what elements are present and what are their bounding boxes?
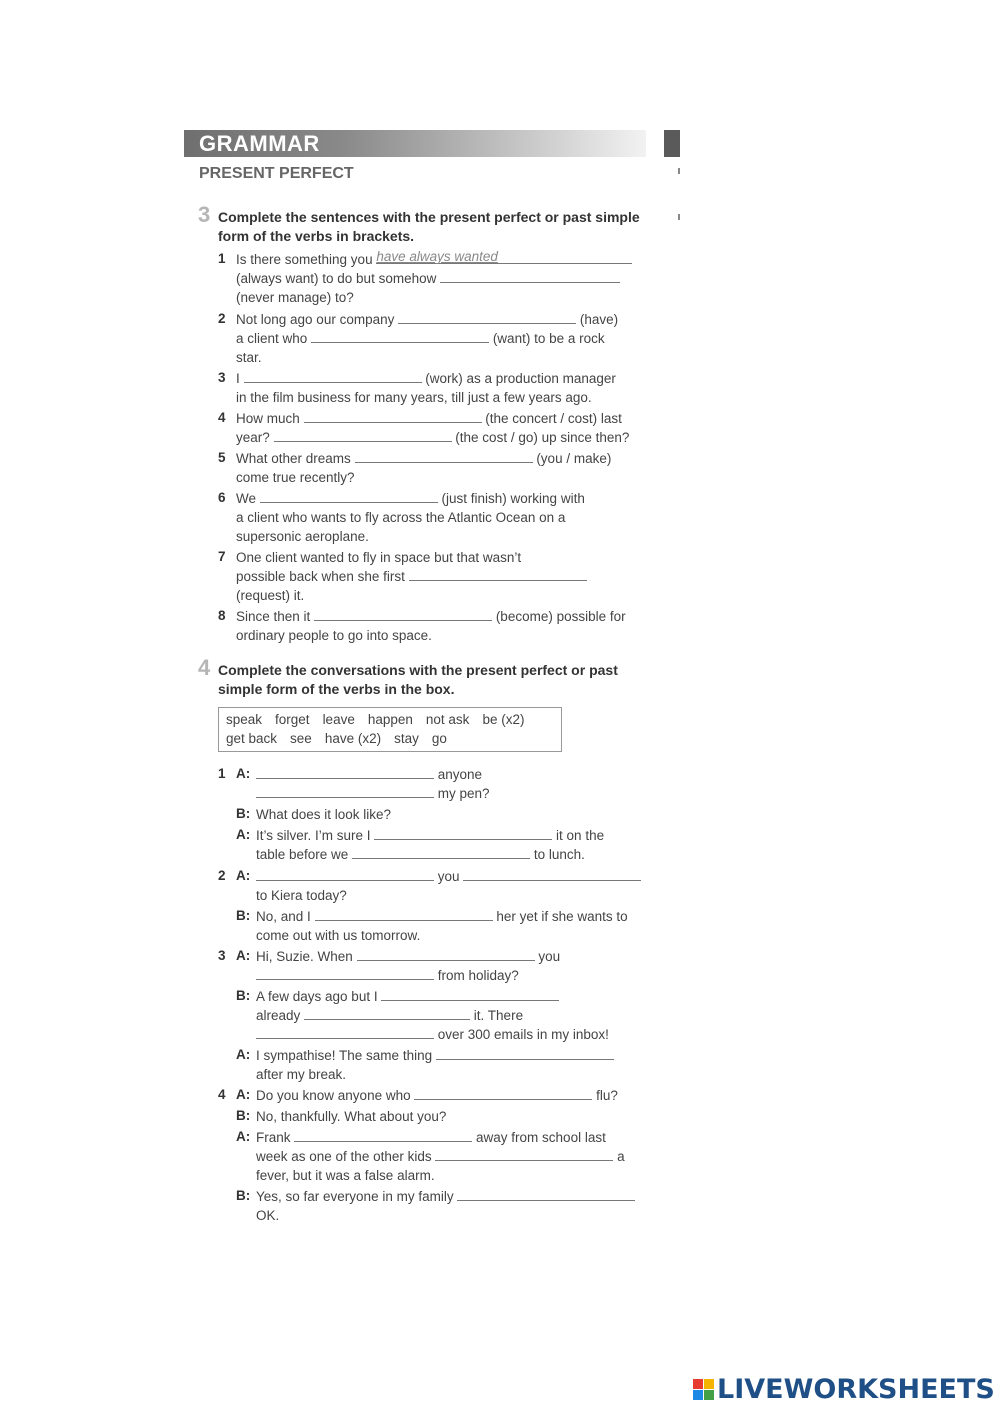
item-5-line-2: come true recently? xyxy=(236,470,355,485)
conv-1-line: my pen? xyxy=(256,784,490,803)
conv-1-line: What does it look like? xyxy=(256,807,392,822)
conversation-number: 1 xyxy=(218,766,226,781)
item-3-line-2: in the film business for many years, till just a few years ago. xyxy=(236,390,592,405)
answer-blank[interactable] xyxy=(374,826,552,840)
speaker-label: A: xyxy=(236,766,251,781)
speaker-label: A: xyxy=(236,1087,251,1102)
answer-blank[interactable] xyxy=(256,867,434,881)
conv-4-line: Yes, so far everyone in my family xyxy=(256,1187,635,1206)
answer-blank[interactable] xyxy=(463,867,641,881)
item-2-line-1: Not long ago our company (have) xyxy=(236,312,619,327)
answer-blank[interactable] xyxy=(314,607,492,621)
answer-blank[interactable] xyxy=(256,784,434,798)
item-number: 6 xyxy=(218,490,226,505)
banner-title: GRAMMAR xyxy=(199,131,320,156)
item-8-line-1: Since then it (become) possible for xyxy=(236,609,626,624)
verb-box-row-2: get back see have (x2) stay go xyxy=(226,731,447,746)
item-2-line-3: star. xyxy=(236,350,262,365)
answer-blank[interactable] xyxy=(409,567,587,581)
item-7-line-1: One client wanted to fly in space but that wasn’t xyxy=(236,550,522,565)
answer-blank[interactable] xyxy=(311,329,489,343)
answer-blank[interactable] xyxy=(274,428,452,442)
item-4-line-2: year? (the cost / go) up since then? xyxy=(236,430,630,445)
conv-1-line: It’s silver. I’m sure I it on the xyxy=(256,828,605,843)
answer-blank[interactable] xyxy=(435,1147,613,1161)
speaker-label: A: xyxy=(236,948,251,963)
logo-text: LIVEWORKSHEETS xyxy=(717,1373,995,1405)
answer-blank-example[interactable]: have always wanted xyxy=(376,250,632,264)
exercise-4-number: 4 xyxy=(198,655,211,680)
conv-3-line: from holiday? xyxy=(256,966,519,985)
speaker-label: B: xyxy=(236,1188,251,1203)
page-edge-mark xyxy=(678,168,680,174)
speaker-label: A: xyxy=(236,868,251,883)
conv-4-line: No, thankfully. What about you? xyxy=(256,1109,447,1124)
speaker-label: A: xyxy=(236,1129,251,1144)
item-6-line-3: supersonic aeroplane. xyxy=(236,529,369,544)
answer-blank[interactable] xyxy=(357,947,535,961)
speaker-label: A: xyxy=(236,827,251,842)
item-6-line-1: We (just finish) working with xyxy=(236,491,585,506)
conversation-number: 3 xyxy=(218,948,226,963)
verb-box xyxy=(218,707,562,752)
conv-3-line: over 300 emails in my inbox! xyxy=(256,1025,609,1044)
item-number: 4 xyxy=(218,410,226,425)
speaker-label: B: xyxy=(236,908,251,923)
conv-2-line: to Kiera today? xyxy=(256,888,347,903)
item-1-line-1: Is there something you have always wanted xyxy=(236,250,632,269)
answer-blank[interactable] xyxy=(256,765,434,779)
item-5-line-1: What other dreams (you / make) xyxy=(236,451,612,466)
answer-blank[interactable] xyxy=(355,449,533,463)
speaker-label: B: xyxy=(236,988,251,1003)
answer-blank[interactable] xyxy=(414,1086,592,1100)
answer-blank[interactable] xyxy=(398,310,576,324)
item-2-line-2: a client who (want) to be a rock xyxy=(236,331,605,346)
exercise-3-instruction: Complete the sentences with the present perfect or past simple form of the verbs in brackets. xyxy=(218,209,640,244)
conversation-number: 2 xyxy=(218,868,226,883)
answer-blank[interactable] xyxy=(256,966,434,980)
answer-blank[interactable] xyxy=(457,1187,635,1201)
answer-blank[interactable] xyxy=(294,1128,472,1142)
verb-box-row-1: speak forget leave happen not ask be (x2) xyxy=(226,712,525,727)
conv-2-line: you xyxy=(256,867,641,886)
item-number: 3 xyxy=(218,370,226,385)
conv-3-line: I sympathise! The same thing xyxy=(256,1046,614,1065)
conv-4-line: Do you know anyone who flu? xyxy=(256,1088,618,1103)
item-number: 8 xyxy=(218,608,226,623)
item-7-line-2: possible back when she first xyxy=(236,567,587,586)
answer-blank[interactable] xyxy=(381,987,559,1001)
conv-3-line: Hi, Suzie. When you xyxy=(256,949,561,964)
item-7-line-3: (request) it. xyxy=(236,588,305,603)
conv-4-line: fever, but it was a false alarm. xyxy=(256,1168,435,1183)
answer-blank[interactable] xyxy=(304,1006,470,1020)
conversation-number: 4 xyxy=(218,1087,226,1102)
item-number: 1 xyxy=(218,251,226,266)
answer-blank[interactable] xyxy=(256,1025,434,1039)
item-number: 7 xyxy=(218,549,226,564)
item-6-line-2: a client who wants to fly across the Atlantic Ocean on a xyxy=(236,510,566,525)
conv-4-line: Frank away from school last xyxy=(256,1130,606,1145)
conv-2-line: come out with us tomorrow. xyxy=(256,928,421,943)
answer-blank[interactable] xyxy=(260,489,438,503)
answer-blank[interactable] xyxy=(304,409,482,423)
item-1-line-3: (never manage) to? xyxy=(236,290,354,305)
section-subtitle: PRESENT PERFECT xyxy=(199,165,354,182)
grammar-banner xyxy=(184,130,646,157)
exercise-4-instruction: Complete the conversations with the present perfect or past simple form of the verbs in the box. xyxy=(218,662,618,697)
conv-3-line: already it. There xyxy=(256,1008,524,1023)
item-8-line-2: ordinary people to go into space. xyxy=(236,628,432,643)
conv-1-line: anyone xyxy=(256,765,482,784)
page-edge-mark xyxy=(678,214,680,220)
item-number: 5 xyxy=(218,450,226,465)
exercise-3-number: 3 xyxy=(198,202,211,227)
conv-4-line: OK. xyxy=(256,1208,280,1223)
speaker-label: B: xyxy=(236,1108,251,1123)
item-3-line-1: I (work) as a production manager xyxy=(236,371,616,386)
conv-3-line: A few days ago but I xyxy=(256,987,559,1006)
answer-blank[interactable] xyxy=(440,269,620,283)
speaker-label: A: xyxy=(236,1047,251,1062)
answer-blank[interactable] xyxy=(315,907,493,921)
conv-3-line: after my break. xyxy=(256,1067,347,1082)
answer-blank[interactable] xyxy=(436,1046,614,1060)
conv-1-line: table before we to lunch. xyxy=(256,847,585,862)
conv-2-line: No, and I her yet if she wants to xyxy=(256,909,628,924)
speaker-label: B: xyxy=(236,806,251,821)
logo-grid-icon xyxy=(693,1379,714,1400)
answer-blank[interactable] xyxy=(244,369,422,383)
page-edge-tab xyxy=(664,130,680,157)
answer-blank[interactable] xyxy=(352,845,530,859)
item-4-line-1: How much (the concert / cost) last xyxy=(236,411,622,426)
item-number: 2 xyxy=(218,311,226,326)
item-1-line-2: (always want) to do but somehow xyxy=(236,269,620,288)
conv-4-line: week as one of the other kids a xyxy=(256,1149,625,1164)
liveworksheets-logo[interactable] xyxy=(693,1374,995,1404)
